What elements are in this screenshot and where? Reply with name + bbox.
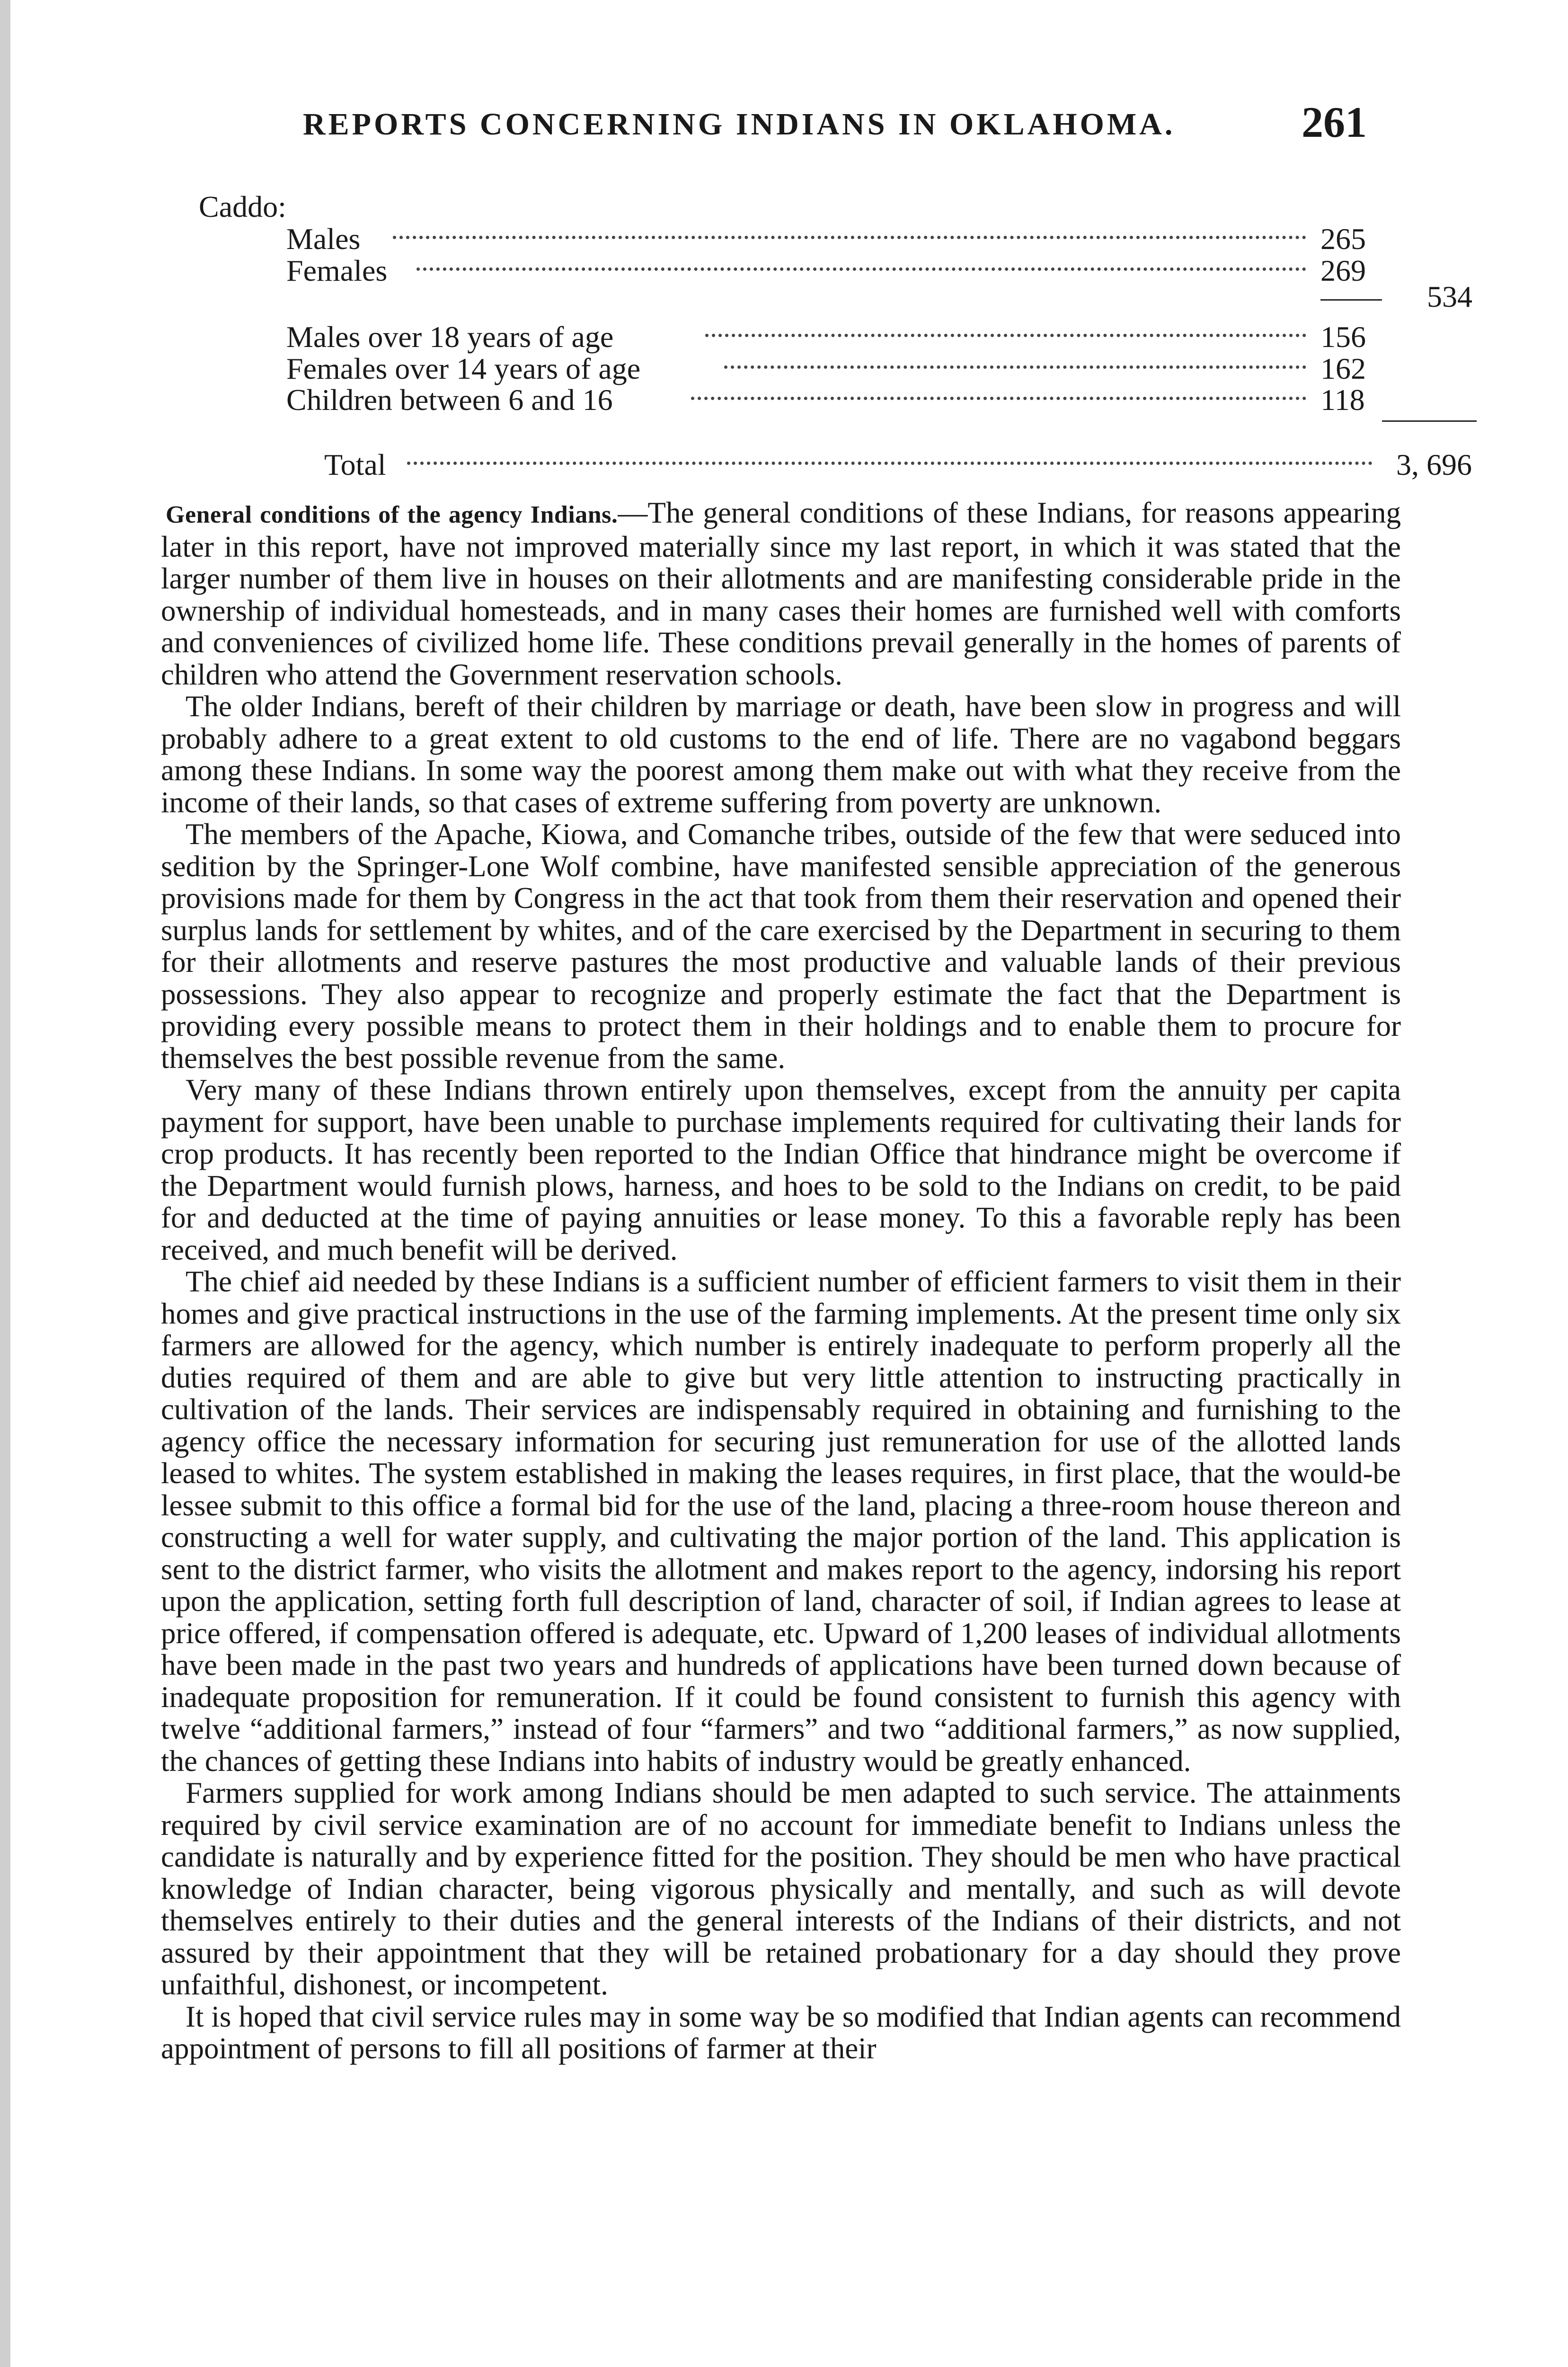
leader-dots	[705, 334, 1306, 337]
paragraph-civil-service: It is hoped that civil service rules may in some way be so modified that Indian agents can recommend appointment of persons to fill all positions of farmer at their	[161, 2000, 1401, 2065]
leader-dots	[724, 365, 1306, 369]
census-value: 118	[1320, 383, 1365, 417]
total-rule	[1382, 420, 1477, 422]
leader-dots	[407, 462, 1373, 465]
leader-dots	[691, 397, 1306, 400]
census-group-label: Caddo:	[199, 190, 286, 223]
census-table	[199, 189, 1472, 497]
page-number: 261	[1302, 98, 1367, 146]
census-value: 265	[1320, 222, 1366, 256]
census-value: 162	[1320, 352, 1366, 385]
census-label: Males	[286, 222, 361, 256]
paragraph-farmer-qualifications: Farmers supplied for work among Indians should be men adapted to such service. The attainments required by civil service examination are of no account for immediate benefit to Indians unless the candidate is naturally and by experience fitted for the position. They should be men who have practical knowledge of Indian character, being vigorous physically and mentally, and such as will devote themselves entirely to their duties and the general interests of the Indians of their districts, and not assured by their appointment that they will be retained probationary for a day should they prove unfaithful, dishonest, or incompetent.	[161, 1776, 1401, 2001]
census-label: Females over 14 years of age	[286, 352, 641, 385]
leader-dots	[416, 267, 1306, 271]
census-value: 269	[1320, 254, 1366, 287]
page-header	[303, 97, 1391, 163]
census-label: Males over 18 years of age	[286, 320, 614, 354]
census-row-total	[199, 447, 1472, 485]
census-label: Females	[286, 254, 388, 287]
census-value: 156	[1320, 320, 1366, 354]
paragraph-tribes: The members of the Apache, Kiowa, and Comanche tribes, outside of the few that were seduced into sedition by the Springer-Lone Wolf combine, have manifested sensible appreciation of the generous provisions made for them by Congress in the act that took from them their reservation and opened their surplus lands for settlement by whites, and of the care exercised by the Department in securing to them for their allotments and reserve pastures the most productive and valuable lands of their previous possessions. They also appear to recognize and properly estimate the fact that the Department is providing every possible means to protect them in their holdings and to enable them to procure for themselves the best possible revenue from the same.	[161, 818, 1401, 1075]
paragraph-older-indians: The older Indians, bereft of their children by marriage or death, have been slow in progress and will probably adhere to a great extent to old customs to the end of life. There are no vagabond beggars among these Indians. In some way the poorest among them make out with what they receive from the income of their lands, so that cases of extreme suffering from poverty are unknown.	[161, 690, 1401, 819]
section-heading: General conditions of the agency Indians.	[166, 501, 618, 528]
leader-dots	[393, 236, 1306, 239]
census-total-value: 3, 696	[1396, 448, 1472, 481]
census-label: Children between 6 and 16	[286, 383, 613, 417]
paragraph-implements: Very many of these Indians thrown entirely upon themselves, except from the annuity per capita payment for support, have been unable to purchase implements required for cultivating their lands for crop products. It has recently been reported to the Indian Office that hindrance might be overcome if the Department would furnish plows, harness, and hoes to be sold to the Indians on credit, to be paid for and deducted at the time of paying annuities or lease money. To this a favorable reply has been received, and much benefit will be derived.	[161, 1073, 1401, 1266]
paragraph-farmers-aid: The chief aid needed by these Indians is a sufficient number of efficient farmers to visit them in their homes and give practical instructions in the use of the farming implements. At the present time only six farmers are allowed for the agency, which number is entirely inadequate to perform properly all the duties required of them and are able to give but very little attention to instructing practically in cultivation of the lands. Their services are indispensably required in obtaining and furnishing to the agency office the necessary information for securing just remuneration for use of the allotted lands leased to whites. The system established in making the leases requires, in first place, that the would-be lessee submit to this office a formal bid for the use of the land, placing a three-room house thereon and constructing a well for water supply, and cultivating the major portion of the land. This application is sent to the district farmer, who visits the allotment and makes report to the agency, indorsing his report upon the application, setting forth full description of land, character of soil, if Indian agrees to lease at price offered, if compensation offered is adequate, etc. Upward of 1,200 leases of individual allotments have been made in the past two years and hundreds of applications have been turned down because of inadequate proposition for remuneration. If it could be found consistent to furnish this agency with twelve “additional farmers,” instead of four “farmers” and two “additional farmers,” as now supplied, the chances of getting these Indians into habits of industry would be greatly enhanced.	[161, 1265, 1401, 1778]
running-title: REPORTS CONCERNING INDIANS IN OKLAHOMA.	[303, 107, 1176, 142]
report-body	[161, 497, 1401, 2367]
page-edge	[0, 0, 10, 2367]
census-row-children	[199, 383, 1365, 420]
census-total-label: Total	[324, 448, 386, 481]
paragraph-text: —The general conditions of these Indians, for reasons appearing later in this report, have not improved materially since my last report, in which it was stated that the larger number of them live in houses on their allotments and are manifesting considerable pride in the ownership of individual homesteads, and in many cases their homes are furnished well with comforts and conveniences of civilized home life. These conditions prevail generally in the homes of parents of children who attend the Government reservation schools.	[161, 496, 1401, 691]
census-subtotal: 534	[1427, 280, 1472, 313]
census-row-subtotal	[199, 279, 1472, 317]
paragraph-general-conditions	[161, 497, 1401, 691]
